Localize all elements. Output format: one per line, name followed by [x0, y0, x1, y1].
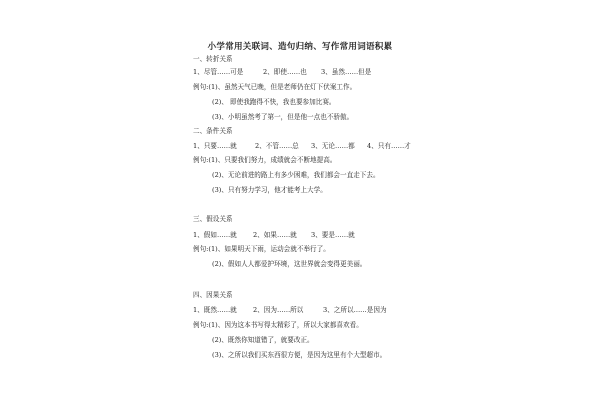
section-heading-condition: 二、条件关系: [193, 127, 233, 135]
conjunction-item: 4、只有……才: [367, 142, 411, 150]
example-sentence: (2)、假如人人都爱护环境，这世界就会变得更美丽。: [212, 260, 367, 268]
section-heading-cause-effect: 四、因果关系: [193, 291, 233, 299]
conjunction-item: 2、因为……所以: [253, 306, 304, 314]
example-sentence: (2)、 即使我跑得不快，我也要参加比赛。: [212, 98, 336, 106]
conjunction-item: 1、既然……就: [193, 306, 237, 314]
conjunction-item: 3、虽然……但是: [321, 68, 372, 76]
example-sentence: (2)、无论前进的路上有多少困难，我们都会一直走下去。: [212, 171, 380, 179]
conjunction-item: 3、之所以……是因为: [323, 306, 387, 314]
conjunction-item: 1、假如……就: [193, 231, 237, 239]
example-sentence: 例句:(1)、只要我们努力，成绩就会不断地提高。: [193, 156, 337, 164]
example-sentence: 例句:(1)、因为这本书写得太精彩了，所以大家都喜欢看。: [193, 321, 363, 329]
conjunction-item: 2、如果……就: [253, 231, 297, 239]
conjunction-item: 2、即使……也: [263, 68, 307, 76]
conjunction-item: 2、不管……总: [255, 142, 299, 150]
example-sentence: 例句:(1)、如果明天下雨，运动会就不举行了。: [193, 245, 330, 253]
example-sentence: 例句:(1)、虽然天气已晚，但是老师仍在灯下伏案工作。: [193, 83, 357, 91]
conjunction-item: 3、要是……就: [311, 231, 355, 239]
example-sentence: (3)、之所以我们买东西很方便，是因为这里有个大型超市。: [212, 351, 387, 359]
conjunction-item: 1、只要……就: [193, 142, 237, 150]
example-sentence: (3)、小明虽然考了第一，但是他一点也不骄傲。: [212, 113, 354, 121]
conjunction-list-hypothesis: [193, 231, 393, 240]
section-heading-hypothesis: 三、假设关系: [193, 215, 233, 223]
section-heading-contrast: 一、转折关系: [193, 55, 233, 63]
conjunction-list-cause-effect: [193, 306, 433, 315]
conjunction-item: 3、无论……都: [311, 142, 355, 150]
example-sentence: (3)、只有努力学习，他才能考上大学。: [212, 186, 327, 194]
conjunction-list-condition: [193, 142, 433, 151]
conjunction-list-contrast: [193, 68, 413, 77]
document-title: 小学常用关联词、造句归纳、写作常用词语积累: [207, 42, 393, 52]
example-sentence: (2)、既然你知道错了，就要改正。: [212, 336, 314, 344]
conjunction-item: 1、尽管……可是: [193, 68, 244, 76]
